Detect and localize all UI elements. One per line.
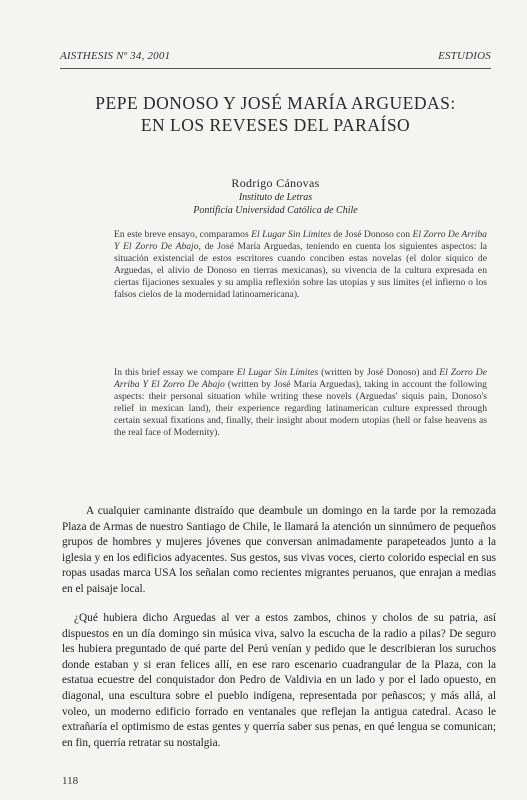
abstract-en-text-2: (written by José Donoso) and [318, 367, 440, 378]
abstract-en-novel-1: El Lugar Sin Límites [236, 367, 319, 378]
author-institute: Instituto de Letras [238, 192, 313, 203]
abstract-en-text-3: (written by José María Arguedas), taking in account the following aspects: their personal situation while writing these novels (Arguedas' siquis pain, Donoso's relief in mexican land), their experience regarding latinamerican culture expressed through certain sexual fixations and, finally, their insight about modern utopias (hell or false heavens as the real face of Modernity). [114, 379, 487, 439]
title-line-2: EN LOS REVESES DEL PARAÍSO [140, 115, 411, 135]
author-university: Pontificia Universidad Católica de Chile [193, 205, 358, 216]
abstract-es-novel-1: El Lugar Sin Límites [251, 229, 331, 240]
abstract-es-text-2: de José Donoso con [330, 229, 413, 240]
page-number: 118 [62, 775, 79, 787]
abstract-english [114, 367, 487, 440]
section-name: ESTUDIOS [438, 50, 491, 62]
abstract-en-novel-2: El Zorro De Arriba Y El Zorro De Abajo [114, 367, 487, 391]
abstract-es-text-3: , de José María Arguedas, teniendo en cuenta los siguientes aspectos: la situación existencial de estos escritores cuando conciben estas novelas (el dolor síquico de Arguedas, el alivio de Donoso en tierras mexicanas), su vivencia de la cultura expresada en ciertas fijaciones sexuales y su amplia reflexión sobre las utopías y sus límites (el infierno o los falsos cielos de la modernidad latinoamericana). [114, 241, 487, 301]
body-paragraph-2: ¿Qué hubiera dicho Arguedas al ver a estos zambos, chinos y cholos de su patria, así dispuestos en un día domingo sin música viva, salvo la escucha de la radio a pilas? De seguro les hubiera preguntado de qué parte del Perú venían y pedido que le describieran los suruchos donde estaban y si eran felices allí, en ese raro escenario cuadrangular de la Plaza, con la estatua ecuestre del conquistador don Pedro de Valdivia en un lado y por el lado opuesto, en diagonal, una escultura sobre el pueblo indígena, representada por peñascos; y más allá, al voleo, un moderno edificio forrado en ventanales que reflejan la antigua catedral. Acaso le extrañaría el optimismo de estas gentes y querría saber sus penas, en qué lengua se comunican; en fin, querría retratar su nostalgia. [62, 612, 496, 749]
header-rule [60, 68, 491, 69]
journal-name: AISTHESIS Nº 34, 2001 [60, 50, 171, 62]
article-title [60, 92, 491, 136]
abstract-es-novel-2: El Zorro De Arriba Y El Zorro De Abajo [114, 229, 487, 253]
body-paragraph-1: A cualquier caminante distraído que deambule un domingo en la tarde por la remozada Plaza de Armas de nuestro Santiago de Chile, le llamará la atención un sinnúmero de pequeños grupos de hombres y mujeres jóvenes que conversan animadamente parapeteados junto a la iglesia y en los edificios adyacentes. Sus gestos, sus vivas voces, cierto colorido especial en sus ropas usadas marca USA los señalan como recientes migrantes peruanos, que enrajan a medias en el paisaje local. [62, 505, 496, 595]
author-name: Rodrigo Cánovas [231, 176, 320, 190]
abstract-en-text-1: In this brief essay we compare [114, 367, 237, 378]
abstract-spanish [114, 229, 487, 302]
title-line-1: PEPE DONOSO Y JOSÉ MARÍA ARGUEDAS: [95, 93, 456, 113]
author-block [60, 176, 491, 217]
running-head [60, 50, 491, 66]
abstract-es-text-1: En este breve ensayo, comparamos [114, 229, 252, 240]
